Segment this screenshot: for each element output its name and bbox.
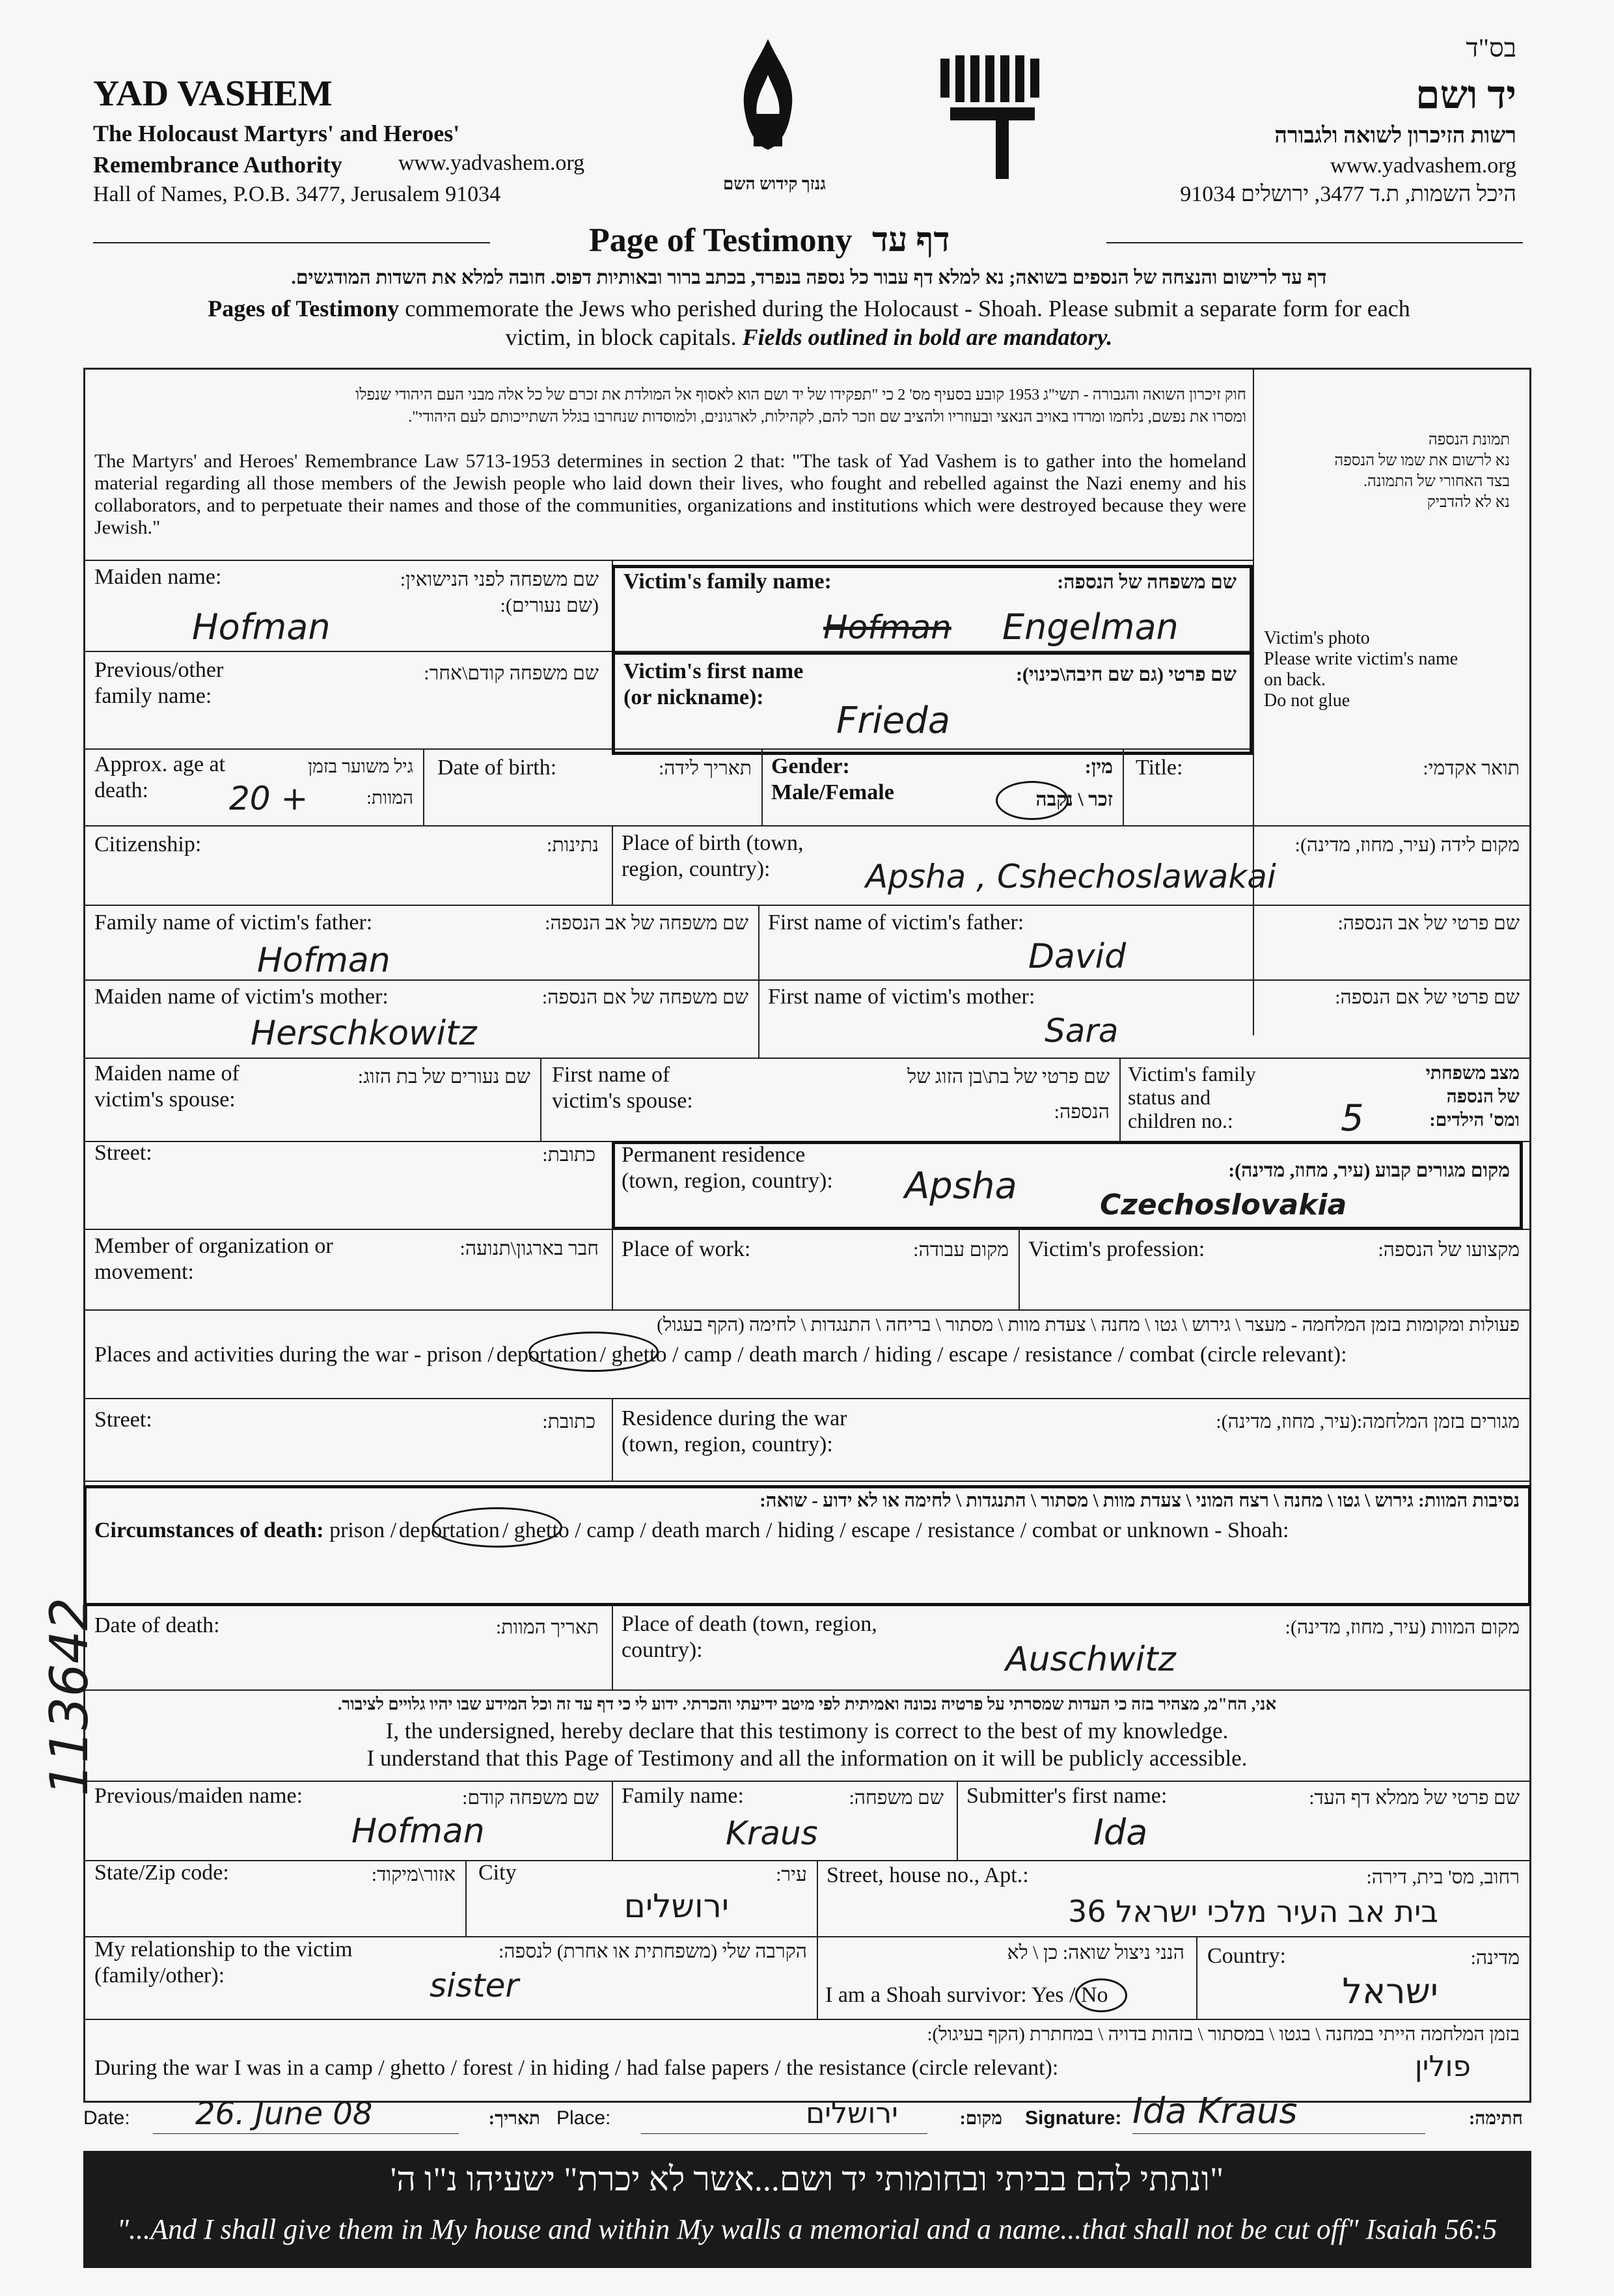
maiden-name-label: Maiden name: [94, 565, 222, 589]
survivor-label-he: הנני ניצול שואה: כן \ לא [1007, 1942, 1184, 1963]
residence-label: Permanent residence (town, region, country): [622, 1143, 833, 1193]
age-value[interactable]: 20 + [229, 780, 308, 817]
spouse-first-label-he-2: הנספה: [1054, 1101, 1110, 1123]
banner-verse-en: "...And I shall give them in My house and within My walls a memorial and a name...that shall not be cut off" Isaiah 56:5 [116, 2213, 1498, 2245]
org-subtitle-en-2: Remembrance Authority [93, 152, 342, 178]
father-family-label: Family name of victim's father: [94, 910, 373, 935]
work-place-label: Place of work: [622, 1237, 751, 1261]
date-value[interactable]: 26. June 08 [195, 2096, 373, 2132]
birth-place-label: Place of birth (town, region, country): [622, 831, 804, 881]
survivor-label: I am a Shoah survivor: Yes / No [825, 1983, 1108, 2007]
father-first-label-he: שם פרטי של אב הנספה: [1337, 912, 1520, 934]
deportation-activity-circled: deportation [496, 1343, 597, 1367]
country-value[interactable]: ישראל [1342, 1971, 1438, 2012]
death-place-value[interactable]: Auschwitz [1005, 1640, 1176, 1679]
circumstances-en: Circumstances of death: prison / deportation / ghetto / camp / death march / hiding / escape / resistance / combat or unknown - Shoah: [94, 1518, 1289, 1542]
family-name-label-he: שם משפחה של הנספה: [1057, 571, 1237, 593]
first-name-label: Victim's first name (or nickname): [623, 659, 804, 709]
maiden-name-value[interactable]: Hofman [192, 607, 331, 648]
deportation-circle [528, 1332, 659, 1372]
profession-label: Victim's profession: [1028, 1237, 1205, 1261]
circumstances-he: נסיבות המוות: גירוש \ גטו \ מחנה \ רצח המוני \ צעדת מוות \ מסתור \ התנגדות \ לחימה או לא ידוע - שואה: [759, 1490, 1520, 1511]
submitter-street-value[interactable]: בית אב העיר מלכי ישראל 36 [1068, 1894, 1438, 1929]
family-status-label-he: מצב משפחתי של הנספה ומס' הילדים: [1425, 1063, 1520, 1130]
father-family-value[interactable]: Hofman [257, 941, 390, 980]
url-en: www.yadvashem.org [398, 151, 585, 175]
age-label-he-2: המוות: [366, 788, 413, 808]
intro-en: Pages of Testimony commemorate the Jews who perished during the Holocaust - Shoah. Please submit a separate form for each victim, in block capitals. Fields outlined in bold are mandatory. [208, 295, 1410, 350]
dob-label: Date of birth: [437, 756, 557, 780]
street-label: Street: [94, 1141, 152, 1165]
photo-instructions-he: תמונת הנספה נא לרשום את שמו של הנספה בצד האחורי של התמונה. נא לא להדביק [1334, 431, 1510, 511]
deportation-death-circle [432, 1507, 562, 1548]
address-en: Hall of Names, P.O.B. 3477, Jerusalem 91034 [93, 182, 501, 206]
father-family-label-he: שם משפחה של אב הנספה: [545, 912, 748, 934]
date-label-he: תאריך: [488, 2109, 540, 2129]
maiden-name-label-he-2: (שם נעורים): [500, 595, 599, 616]
law-en: The Martyrs' and Heroes' Remembrance Law 5713-1953 determines in section 2 that: "The task of Yad Vashem is to gather into the homeland material regarding all those members of the Jewish people who laid down their lives, who fought and rebelled against the Nazi enemy and his collaborators, and to perpetuate their names and those of the communities, organizations and institutions which were destroyed because they were Jewish." [94, 450, 1246, 538]
mother-maiden-label-he: שם משפחה של אם הנספה: [541, 987, 748, 1008]
photo-instructions-en: Victim's photo Please write victim's name on back. Do not glue [1264, 628, 1458, 711]
survivor-yes-option[interactable]: Yes [1031, 1983, 1064, 2007]
war-place-value[interactable]: פולין [1414, 2050, 1471, 2083]
mother-first-value[interactable]: Sara [1045, 1012, 1119, 1050]
organization-label-he: חבר בארגון\תנועה: [459, 1238, 599, 1259]
death-date-label-he: תאריך המוות: [495, 1617, 599, 1638]
death-place-label-he: מקום המוות (עיר, מחוז, מדינה): [1285, 1617, 1520, 1638]
gender-options-he: זכר \ נקבה [1035, 789, 1113, 810]
signature-label: Signature: [1025, 2107, 1122, 2129]
organization-label: Member of organization or movement: [94, 1234, 333, 1284]
yad-vashem-logo-icon [937, 55, 1048, 185]
zip-label: State/Zip code: [94, 1861, 229, 1885]
zip-label-he: אזור\מיקוד: [371, 1864, 456, 1885]
deportation-death-circled: deportation [399, 1518, 500, 1542]
work-place-label-he: מקום עבודה: [913, 1239, 1009, 1261]
family-status-value[interactable]: 5 [1341, 1097, 1364, 1140]
submitter-family-label: Family name: [622, 1784, 744, 1808]
birth-place-label-he: מקום לידה (עיר, מחוז, מדינה): [1294, 834, 1520, 856]
place-value[interactable]: ירושלים [806, 2097, 898, 2130]
org-name-he: יד ושם [1416, 74, 1516, 116]
family-name-label: Victim's family name: [623, 569, 832, 594]
mother-first-label-he: שם פרטי של אם הנספה: [1335, 987, 1520, 1008]
signature-label-he: חתימה: [1468, 2109, 1523, 2129]
first-name-value[interactable]: Frieda [836, 700, 951, 742]
spouse-first-label-he: שם פרטי של בת\בן הזוג של [907, 1066, 1110, 1087]
spouse-first-label: First name of victim's spouse: [552, 1063, 693, 1113]
submitter-family-value[interactable]: Kraus [726, 1814, 818, 1852]
street-label-he: כתובת: [542, 1144, 595, 1166]
submitter-prev-name-label-he: שם משפחה קודם: [462, 1787, 599, 1809]
org-subtitle-en: The Holocaust Martyrs' and Heroes' [93, 120, 460, 146]
intro-he: דף עד לרישום והנצחה של הנספים בשואה; נא למלא דף עבור כל נספה בנפרד, בכתב ברור ובאותיות דפוס. חובה למלא את השדות המודגשים. [291, 267, 1327, 288]
banner-verse-he: "ונתתי להם בביתי ובחומותי יד ושם...אשר לא יכרת" ישעיהו נ"ו ה' [390, 2161, 1224, 2198]
spouse-maiden-label-he: שם נעורים של בת הזוג: [357, 1066, 530, 1087]
war-residence-label: Residence during the war (town, region, country): [622, 1406, 847, 1456]
date-label: Date: [83, 2107, 130, 2129]
previous-name-label-he: שם משפחה קודם\אחר: [424, 663, 599, 684]
spouse-maiden-label: Maiden name of victim's spouse: [94, 1061, 239, 1112]
submitter-first-value[interactable]: Ida [1093, 1812, 1148, 1853]
declaration-en-2: I understand that this Page of Testimony and all the information on it will be publicly accessible. [366, 1745, 1248, 1771]
mother-maiden-label: Maiden name of victim's mother: [94, 985, 389, 1009]
submitter-prev-name-label: Previous/maiden name: [94, 1784, 303, 1808]
declaration-en-1: I, the undersigned, hereby declare that this testimony is correct to the best of my knowledge. [385, 1718, 1229, 1743]
address-he: היכל השמות, ת.ד 3477, ירושלים 91034 [1180, 182, 1516, 206]
previous-name-label: Previous/other family name: [94, 658, 224, 708]
place-label: Place: [556, 2107, 611, 2129]
family-status-label: Victim's family status and children no.: [1128, 1062, 1256, 1132]
city-value[interactable]: ירושלים [623, 1887, 729, 1925]
flame-logo-icon [729, 36, 807, 166]
dob-label-he: תאריך לידה: [658, 758, 752, 779]
signature-value[interactable]: Ida Kraus [1132, 2090, 1298, 2131]
birth-place-value[interactable]: Apsha , Cshechoslawakai [866, 858, 1276, 895]
war-street-label-he: כתובת: [542, 1411, 595, 1432]
mother-first-label: First name of victim's mother: [768, 985, 1035, 1009]
country-label-he: מדינה: [1470, 1947, 1520, 1969]
submitter-family-label-he: שם משפחה: [849, 1787, 944, 1809]
father-first-label: First name of victim's father: [768, 910, 1024, 935]
place-label-he: מקום: [959, 2109, 1002, 2129]
submitter-first-label-he: שם פרטי של ממלא דף העד: [1309, 1787, 1520, 1809]
page-title-he: דף עד [872, 222, 950, 259]
submitter-street-label-he: רחוב, מס' בית, דירה: [1366, 1866, 1520, 1888]
war-place-he: בזמן המלחמה הייתי במחנה \ בגטו \ במסתור \ בזהות בדויה \ במחתרת (הקף בעיגול): [927, 2024, 1520, 2045]
citizenship-label-he: נתינות: [547, 834, 599, 856]
city-label: City [478, 1861, 517, 1885]
org-name-en: YAD VASHEM [93, 74, 333, 114]
residence-town-value[interactable]: Apsha [905, 1165, 1017, 1207]
maiden-name-label-he: שם משפחה לפני הנישואין: [400, 569, 599, 590]
father-first-value[interactable]: David [1028, 937, 1127, 976]
activities-he: פעולות ומקומות בזמן המלחמה - מעצר \ גירוש \ גטו \ מחנה \ צעדת מוות \ מסתור \ בריחה \ התנגדות \ לחימה (הקף בעגול) [657, 1315, 1520, 1335]
gender-label: Gender: Male/Female [771, 754, 894, 804]
corner-mark: בס"ד [1466, 33, 1516, 62]
death-place-label: Place of death (town, region, country): [622, 1612, 877, 1662]
first-name-label-he: שם פרטי (גם שם חיבה\כינוי): [1015, 664, 1237, 685]
logo-caption: גנזך קידוש השם [723, 174, 826, 193]
residence-label-he: מקום מגורים קבוע (עיר, מחוז, מדינה): [1228, 1160, 1510, 1181]
age-label: Approx. age at death: [94, 752, 226, 802]
declaration-he: אני, הח"מ, מצהיר בזה כי העדות שמסרתי על פרטיה נכונה ואמיתית לפי מיטב ידיעתי והכרתי. ידוע לי כי דף עד זה וכל המידע שבו יהיו גלויים לציבור. [337, 1695, 1277, 1714]
war-street-label: Street: [94, 1408, 152, 1432]
submitter-first-label: Submitter's first name: [966, 1784, 1168, 1808]
female-circle [996, 781, 1069, 820]
citizenship-label: Citizenship: [94, 832, 202, 856]
submitter-street-label: Street, house no., Apt.: [827, 1863, 1029, 1887]
relationship-value[interactable]: sister [430, 1967, 519, 2004]
war-residence-label-he: מגורים בזמן המלחמה:(עיר, מחוז, מדינה): [1216, 1411, 1520, 1432]
title-label-he: תואר אקדמי: [1423, 758, 1520, 779]
city-label-he: עיר: [776, 1864, 807, 1885]
relationship-label-he: הקרבה שלי (משפחתית או אחרת) לנספה: [499, 1941, 807, 1962]
country-label: Country: [1207, 1944, 1286, 1968]
org-subtitle-he: רשות הזיכרון לשואה ולגבורה [1274, 124, 1516, 148]
url-he: www.yadvashem.org [1330, 154, 1516, 178]
yes-circle [1075, 1978, 1127, 2012]
profession-label-he: מקצועו של הנספה: [1378, 1239, 1520, 1261]
age-label-he: גיל משוער בזמן [308, 757, 413, 777]
title-label: Title: [1136, 756, 1183, 780]
gender-label-he: מין: [1084, 756, 1113, 778]
activities-en: Places and activities during the war - prison / deportation / ghetto / camp / death march / hiding / escape / resistance / combat (circle relevant): [94, 1343, 1347, 1367]
margin-file-number: 113642 [39, 1597, 100, 1796]
family-name-value[interactable]: Engelman [1002, 607, 1179, 648]
death-date-label: Date of death: [94, 1613, 220, 1637]
page-title-en: Page of Testimony [589, 222, 853, 259]
mother-maiden-value[interactable]: Herschkowitz [251, 1014, 477, 1053]
residence-country-value[interactable]: Czechoslovakia [1100, 1188, 1347, 1222]
law-he: חוק זיכרון השואה והגבורה - תשי"ג 1953 קובע בסעיף מס' 2 כי "תפקידו של יד ושם הוא לאסוף אל המולדת את זכרם של כל אלה מבני העם היהודי שנפלו ומסרו את נפשם, נלחמו ומרדו באויב הנאצי ובעוזריו ולהציב שם וזכר להם, לקהילות, לארגונים, ולמוסדות שנחרבו בגלל השתייכותם לעם היהודי". [355, 387, 1246, 426]
war-place-en: During the war I was in a camp / ghetto / forest / in hiding / had false papers / the resistance (circle relevant): [94, 2056, 1059, 2080]
family-name-struck: Hofman [823, 608, 951, 646]
submitter-prev-name-value[interactable]: Hofman [351, 1812, 485, 1851]
relationship-label: My relationship to the victim (family/other): [94, 1937, 353, 1988]
